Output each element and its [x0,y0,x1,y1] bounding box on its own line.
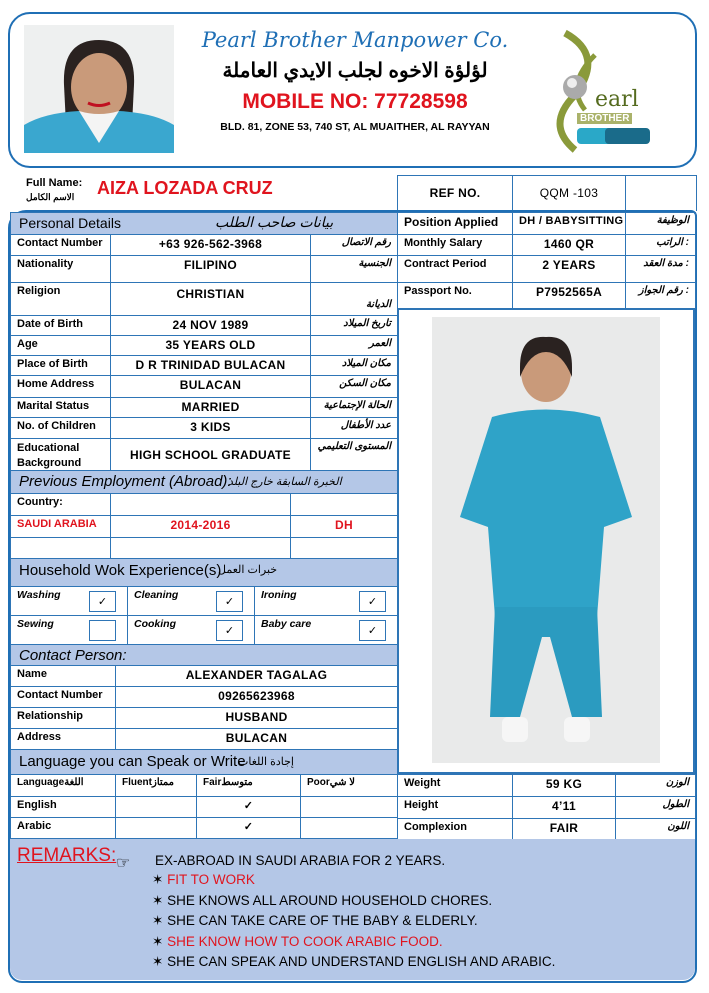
full-name-label-arabic: الاسم الكامل [26,192,75,202]
personal-value: 24 NOV 1989 [110,315,311,336]
company-address: BLD. 81, ZONE 53, 740 ST, AL MUAITHER, AL RAYYAN [220,121,490,133]
personal-label: Religion [10,282,111,316]
language-name: Arabic [10,817,116,839]
language-level-mark [300,817,398,839]
personal-label: Educational Background [10,438,111,471]
physical-label: Weight [397,774,513,797]
full-name-label: Full Name: [26,177,83,189]
remark-item [152,913,555,934]
job-label-arabic: مدة العقد : [625,255,696,283]
blank-cell [10,537,111,559]
remark-item [152,934,555,955]
contact-label: Name [10,665,116,687]
job-label: Monthly Salary [397,234,513,256]
full-name-value: AIZA LOZADA CRUZ [97,178,273,198]
headshot-photo [24,25,174,153]
personal-label-arabic: مكان الميلاد [310,355,398,376]
checkbox[interactable]: ✓ [89,591,116,612]
personal-details-header-arabic: بيانات صاحب الطلب [215,214,334,230]
personal-label-arabic: الجنسية [310,255,398,283]
job-label-arabic: الوظيفة [625,212,696,235]
prev-period: 2014-2016 [110,515,291,538]
personal-label: Home Address [10,375,111,398]
language-level-mark: ✓ [196,796,301,818]
personal-label: No. of Children [10,417,111,439]
applicant-full-photo [432,317,660,763]
job-label-arabic: الراتب : [625,234,696,256]
language-header: Language you can Speak or Write [10,749,398,775]
company-logo [535,25,670,155]
checkbox[interactable] [89,620,116,641]
blank-cell [110,493,291,516]
remark-item [152,893,555,914]
prev-position: DH [290,515,398,538]
checkbox[interactable]: ✓ [216,620,243,641]
household-item-sewing: Sewing [10,615,128,645]
personal-label-arabic: العمر [310,335,398,356]
language-level-mark: ✓ [196,817,301,839]
contact-value: ALEXANDER TAGALAG [115,665,398,687]
remark-text: SHE KNOW HOW TO COOK ARABIC FOOD. [167,933,443,949]
ref-label: REF NO. [397,175,513,211]
household-item-baby-care: Baby care [254,615,398,645]
job-label: Position Applied [397,212,513,235]
job-value: 2 YEARS [512,255,626,283]
star-bullet-icon: ✶ [152,933,168,949]
job-value: DH / BABYSITTING [512,212,626,235]
personal-label: Place of Birth [10,355,111,376]
ref-value: QQM -103 [512,175,626,211]
physical-label-arabic: اللون [615,818,696,840]
blank-cell [290,493,398,516]
personal-label-arabic: رقم الاتصال [310,234,398,256]
personal-value: 3 KIDS [110,417,311,439]
remark-text: SHE CAN TAKE CARE OF THE BABY & ELDERLY. [167,913,478,928]
language-column-header: Fluentممتاز [115,774,197,797]
job-label: Contract Period [397,255,513,283]
household-header-arabic: خبرات العمل [218,564,278,576]
blank-cell [110,537,291,559]
previous-employment-header: Previous Employment (Abroad): [10,470,398,494]
personal-value: MARRIED [110,397,311,418]
pointing-hand-icon: ☞ [116,855,131,872]
personal-label: Nationality [10,255,111,283]
ref-blank [625,175,697,211]
contact-label: Contact Number [10,686,116,708]
language-column-header: Languageاللغة [10,774,116,797]
applicant-photo-frame [397,308,695,774]
language-level-mark [300,796,398,818]
logo-text: earl [595,87,639,112]
personal-details-header: Personal Details [10,212,398,235]
personal-label-arabic: الحالة الإجتماعية [310,397,398,418]
country-label: Country: [10,493,111,516]
remark-text: SHE CAN SPEAK AND UNDERSTAND ENGLISH AND ARABIC. [167,954,556,969]
remarks-list [152,872,555,975]
household-item-cooking: Cooking [127,615,255,645]
physical-label: Height [397,796,513,819]
star-bullet-icon: ✶ [152,954,168,969]
personal-label-arabic: المستوى التعليمي [310,438,398,471]
job-value: P7952565A [512,282,626,309]
personal-value: 35 YEARS OLD [110,335,311,356]
checkbox[interactable]: ✓ [359,620,386,641]
personal-label-arabic: عدد الأطفال [310,417,398,439]
language-column-header: Fairمتوسط [196,774,301,797]
company-name-arabic: لؤلؤة الاخوه لجلب الايدي العاملة [222,60,488,82]
language-level-mark [115,796,197,818]
star-bullet-icon: ✶ [152,892,168,908]
remarks-panel [10,839,695,980]
previous-employment-header-arabic: الخبرة السابقة خارج البلد [228,476,342,488]
personal-label: Date of Birth [10,315,111,336]
job-label: Passport No. [397,282,513,309]
physical-label: Complexion [397,818,513,840]
language-name: English [10,796,116,818]
blank-cell [290,537,398,559]
personal-label-arabic: مكان السكن [310,375,398,398]
personal-label: Contact Number [10,234,111,256]
remark-text: SHE KNOWS ALL AROUND HOUSEHOLD CHORES. [167,892,493,908]
language-header-arabic: إجادة اللغات [238,756,294,768]
job-value: 1460 QR [512,234,626,256]
personal-label-arabic: الديانة [310,282,398,316]
language-level-mark [115,817,197,839]
language-column-header: Poorلا شي [300,774,398,797]
remarks-title: REMARKS: [17,845,117,866]
personal-label: Age [10,335,111,356]
contact-label: Relationship [10,707,116,729]
remarks-lead: EX-ABROAD IN SAUDI ARABIA FOR 2 YEARS. [155,853,446,868]
personal-value: CHRISTIAN [110,282,311,316]
star-bullet-icon: ✶ [152,913,168,928]
checkbox[interactable]: ✓ [359,591,386,612]
job-label-arabic: رقم الجواز : [625,282,696,309]
company-mobile: MOBILE NO: 77728598 [242,90,468,113]
contact-label: Address [10,728,116,750]
prev-country: SAUDI ARABIA [10,515,111,538]
household-header: Household Wok Experience(s) [10,558,398,587]
physical-label-arabic: الطول [615,796,696,819]
contact-value: BULACAN [115,728,398,750]
physical-label-arabic: الوزن [615,774,696,797]
household-item-cleaning: Cleaning [127,586,255,616]
physical-value: 59 KG [512,774,616,797]
physical-value: 4’11 [512,796,616,819]
contact-value: 09265623968 [115,686,398,708]
household-item-washing: Washing [10,586,128,616]
personal-label-arabic: تاريخ الميلاد [310,315,398,336]
personal-value: FILIPINO [110,255,311,283]
household-item-ironing: Ironing [254,586,398,616]
checkbox[interactable]: ✓ [216,591,243,612]
contact-value: HUSBAND [115,707,398,729]
remark-item [152,872,555,893]
personal-value: HIGH SCHOOL GRADUATE [110,438,311,471]
remark-item [152,954,555,975]
company-name: Pearl Brother Manpower Co. [201,28,509,52]
remark-text: FIT TO WORK [167,872,255,887]
personal-label: Marital Status [10,397,111,418]
logo-subtext: BROTHER [577,113,632,124]
contact-person-header: Contact Person: [10,644,398,666]
personal-value: BULACAN [110,375,311,398]
personal-value: D R TRINIDAD BULACAN [110,355,311,376]
star-bullet-icon: ✶ [152,872,168,887]
physical-value: FAIR [512,818,616,840]
personal-value: +63 926-562-3968 [110,234,311,256]
